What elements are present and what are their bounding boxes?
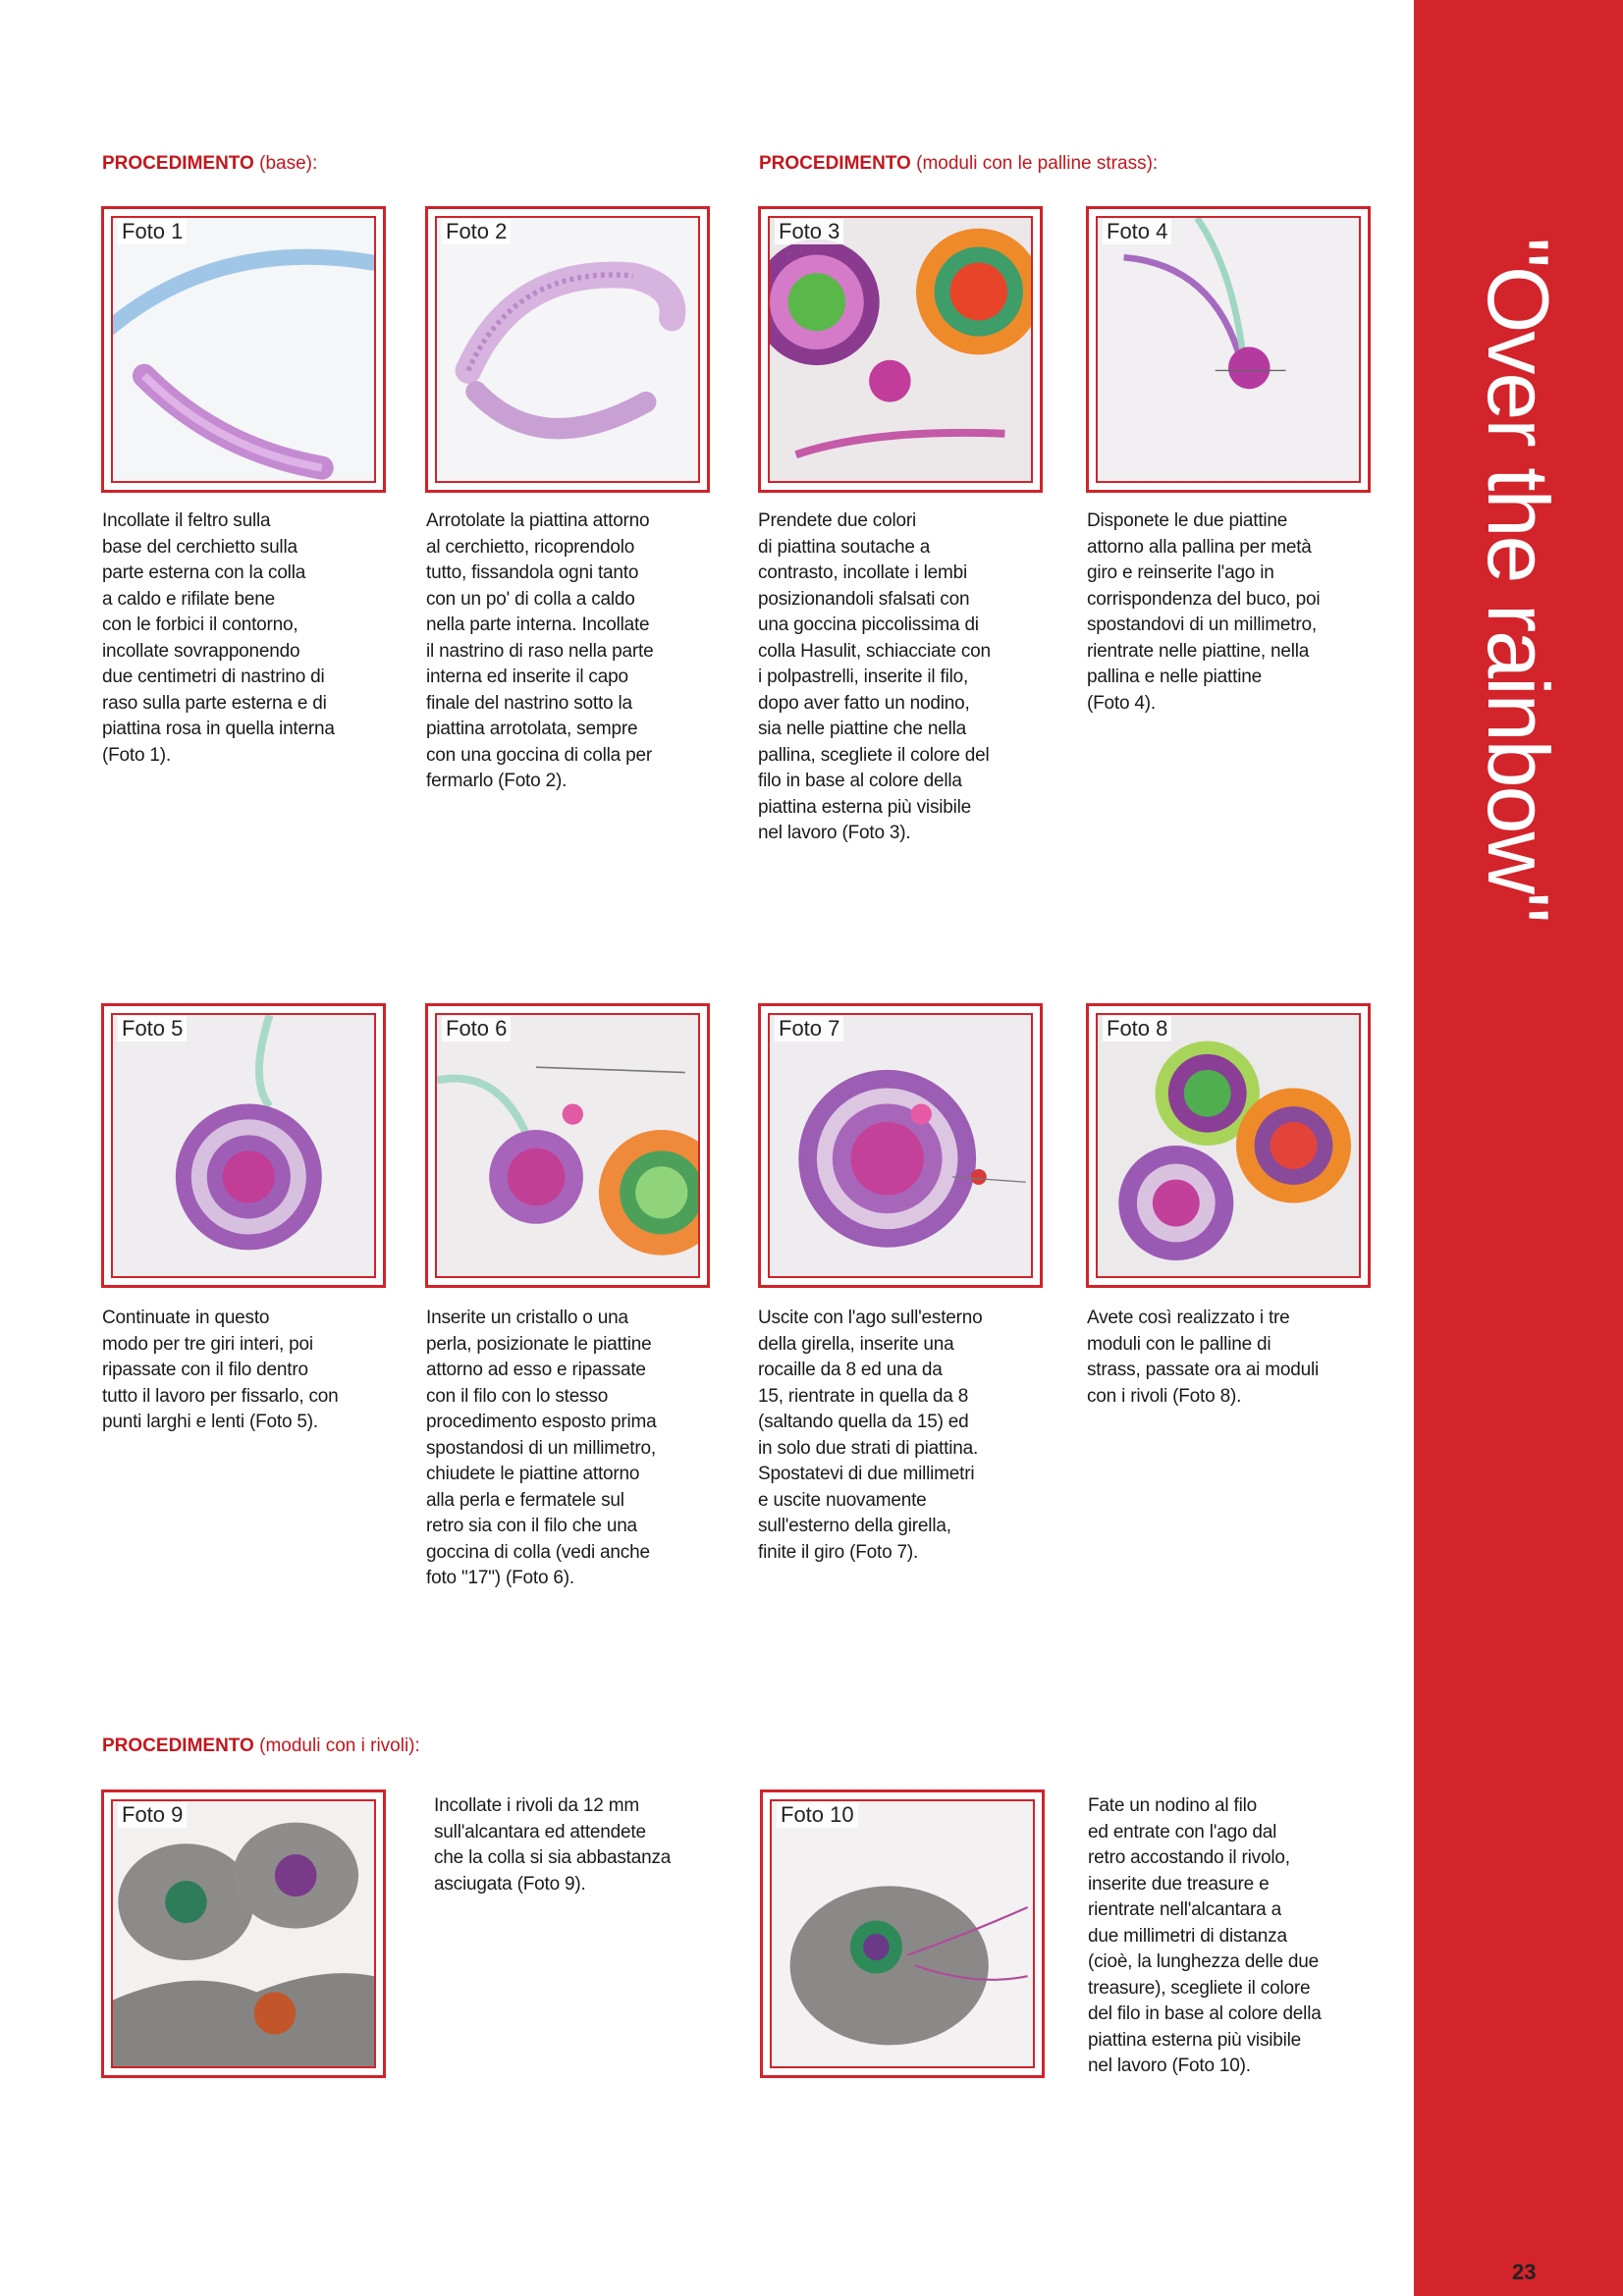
spiral-pallina-image (113, 1015, 374, 1276)
heading-strass (759, 153, 1158, 175)
page-number: 23 (1512, 2260, 1537, 2284)
photo-5-label: Foto 5 (118, 1016, 187, 1041)
step-9-text: Incollate i rivoli da 12 mm sull'alcantara ed attendete che la colla si sia abbastanza asciugata (Foto 9). (434, 1795, 672, 1895)
step-8-text: Avete così realizzato i tre moduli con le palline di strass, passate ora ai moduli con i rivoli (Foto 8). (1087, 1308, 1320, 1407)
heading-strass-main: PROCEDIMENTO (759, 153, 911, 174)
photo-6 (425, 1003, 710, 1288)
crystal-insert-image (437, 1015, 698, 1276)
step-5-text: Continuate in questo modo per tre giri interi, poi ripassate con il filo dentro tutto il lavoro per fissarlo, con punti larghi e lenti (Foto 5). (102, 1308, 339, 1432)
heading-rivoli-sub: (moduli con i rivoli): (259, 1735, 420, 1756)
photo-3 (758, 206, 1043, 493)
step-10-text: Fate un nodino al filo ed entrate con l'ago dal retro accostando il rivolo, inserite due treasure e rientrate nell'alcantara a due millimetri di distanza (cioè, la lunghezza delle due treasure), scegliete il colore del filo in base al colore della piattina esterna più visibile nel lavoro (Foto 10). (1088, 1795, 1322, 2076)
headband-image (113, 218, 374, 481)
photo-3-label: Foto 3 (775, 219, 843, 244)
heading-rivoli-main: PROCEDIMENTO (102, 1735, 254, 1756)
photo-4 (1086, 206, 1371, 493)
photo-7 (758, 1003, 1043, 1288)
photo-10 (760, 1789, 1045, 2078)
photo-4-label: Foto 4 (1103, 219, 1171, 244)
rivoli-alcantara-image (113, 1801, 374, 2066)
photo-8 (1086, 1003, 1371, 1288)
three-modules-image (1098, 1015, 1359, 1276)
step-3-text: Prendete due colori di piattina soutache a contrasto, incollate i lembi posizionandoli sfalsati con una goccina piccolissima di colla Hasulit, schiacciate con i polpastrelli, inserite il filo, dopo aver fatto un nodino, sia nelle piattine che nella pallina, scegliete il colore del filo in base al colore della piattina esterna più visibile nel lavoro (Foto 3). (758, 510, 991, 843)
heading-strass-sub: (moduli con le palline strass): (916, 153, 1159, 174)
heading-base-sub: (base): (259, 153, 318, 174)
photo-7-label: Foto 7 (775, 1016, 843, 1041)
heading-base-main: PROCEDIMENTO (102, 153, 254, 174)
photo-9-label: Foto 9 (118, 1802, 187, 1828)
photo-8-label: Foto 8 (1103, 1016, 1171, 1041)
step-6-text: Inserite un cristallo o una perla, posizionate le piattine attorno ad esso e ripassate con il filo con lo stesso procedimento esposto prima spostandosi di un millimetro, chiudete le piattine attorno alla perla e fermatele sul retro sia con il filo che una goccina di colla (vedi anche foto "17") (Foto 6). (426, 1308, 657, 1588)
rivolo-sewing-image (772, 1801, 1033, 2066)
photo-1-label: Foto 1 (118, 219, 187, 244)
photo-10-label: Foto 10 (777, 1802, 858, 1828)
photo-6-label: Foto 6 (442, 1016, 511, 1041)
heading-rivoli (102, 1735, 420, 1757)
photo-1 (101, 206, 386, 493)
step-7-text: Uscite con l'ago sull'esterno della girella, inserite una rocaille da 8 ed una da 15, rientrate in quella da 8 (saltando quella da 15) ed in solo due strati di piattina. Spostatevi di due millimetri e uscite nuovamente sull'esterno della girella, finite il giro (Foto 7). (758, 1308, 983, 1563)
photo-2-label: Foto 2 (442, 219, 511, 244)
girella-rocaille-image (770, 1015, 1031, 1276)
heading-base (102, 153, 317, 175)
step-1-text: Incollate il feltro sulla base del cerchietto sulla parte esterna con la colla a caldo e rifilate bene con le forbici il contorno, incollate sovrapponendo due centimetri di nastrino di raso sulla parte esterna e di piattina rosa in quella interna (Foto 1). (102, 510, 335, 766)
photo-2 (425, 206, 710, 493)
photo-9 (101, 1789, 386, 2078)
wrapped-headband-image (437, 218, 698, 481)
step-2-text: Arrotolate la piattina attorno al cerchietto, ricoprendolo tutto, fissandola ogni tanto con un po' di colla a caldo nella parte interna. Incollate il nastrino di raso nella parte interna ed inserite il capo finale del nastrino sotto la piattina arrotolata, sempre con una goccina di colla per fermarlo (Foto 2). (426, 510, 654, 791)
pallina-wrap-image (1098, 218, 1359, 481)
photo-5 (101, 1003, 386, 1288)
sidebar-title: "Over the rainbow" (1470, 237, 1567, 922)
step-4-text: Disponete le due piattine attorno alla pallina per metà giro e reinserite l'ago in corrispondenza del buco, poi spostandovi di un millimetro, rientrate nelle piattine, nella pallina e nelle piattine (Foto 4). (1087, 510, 1321, 714)
soutache-modules-image (770, 218, 1031, 481)
